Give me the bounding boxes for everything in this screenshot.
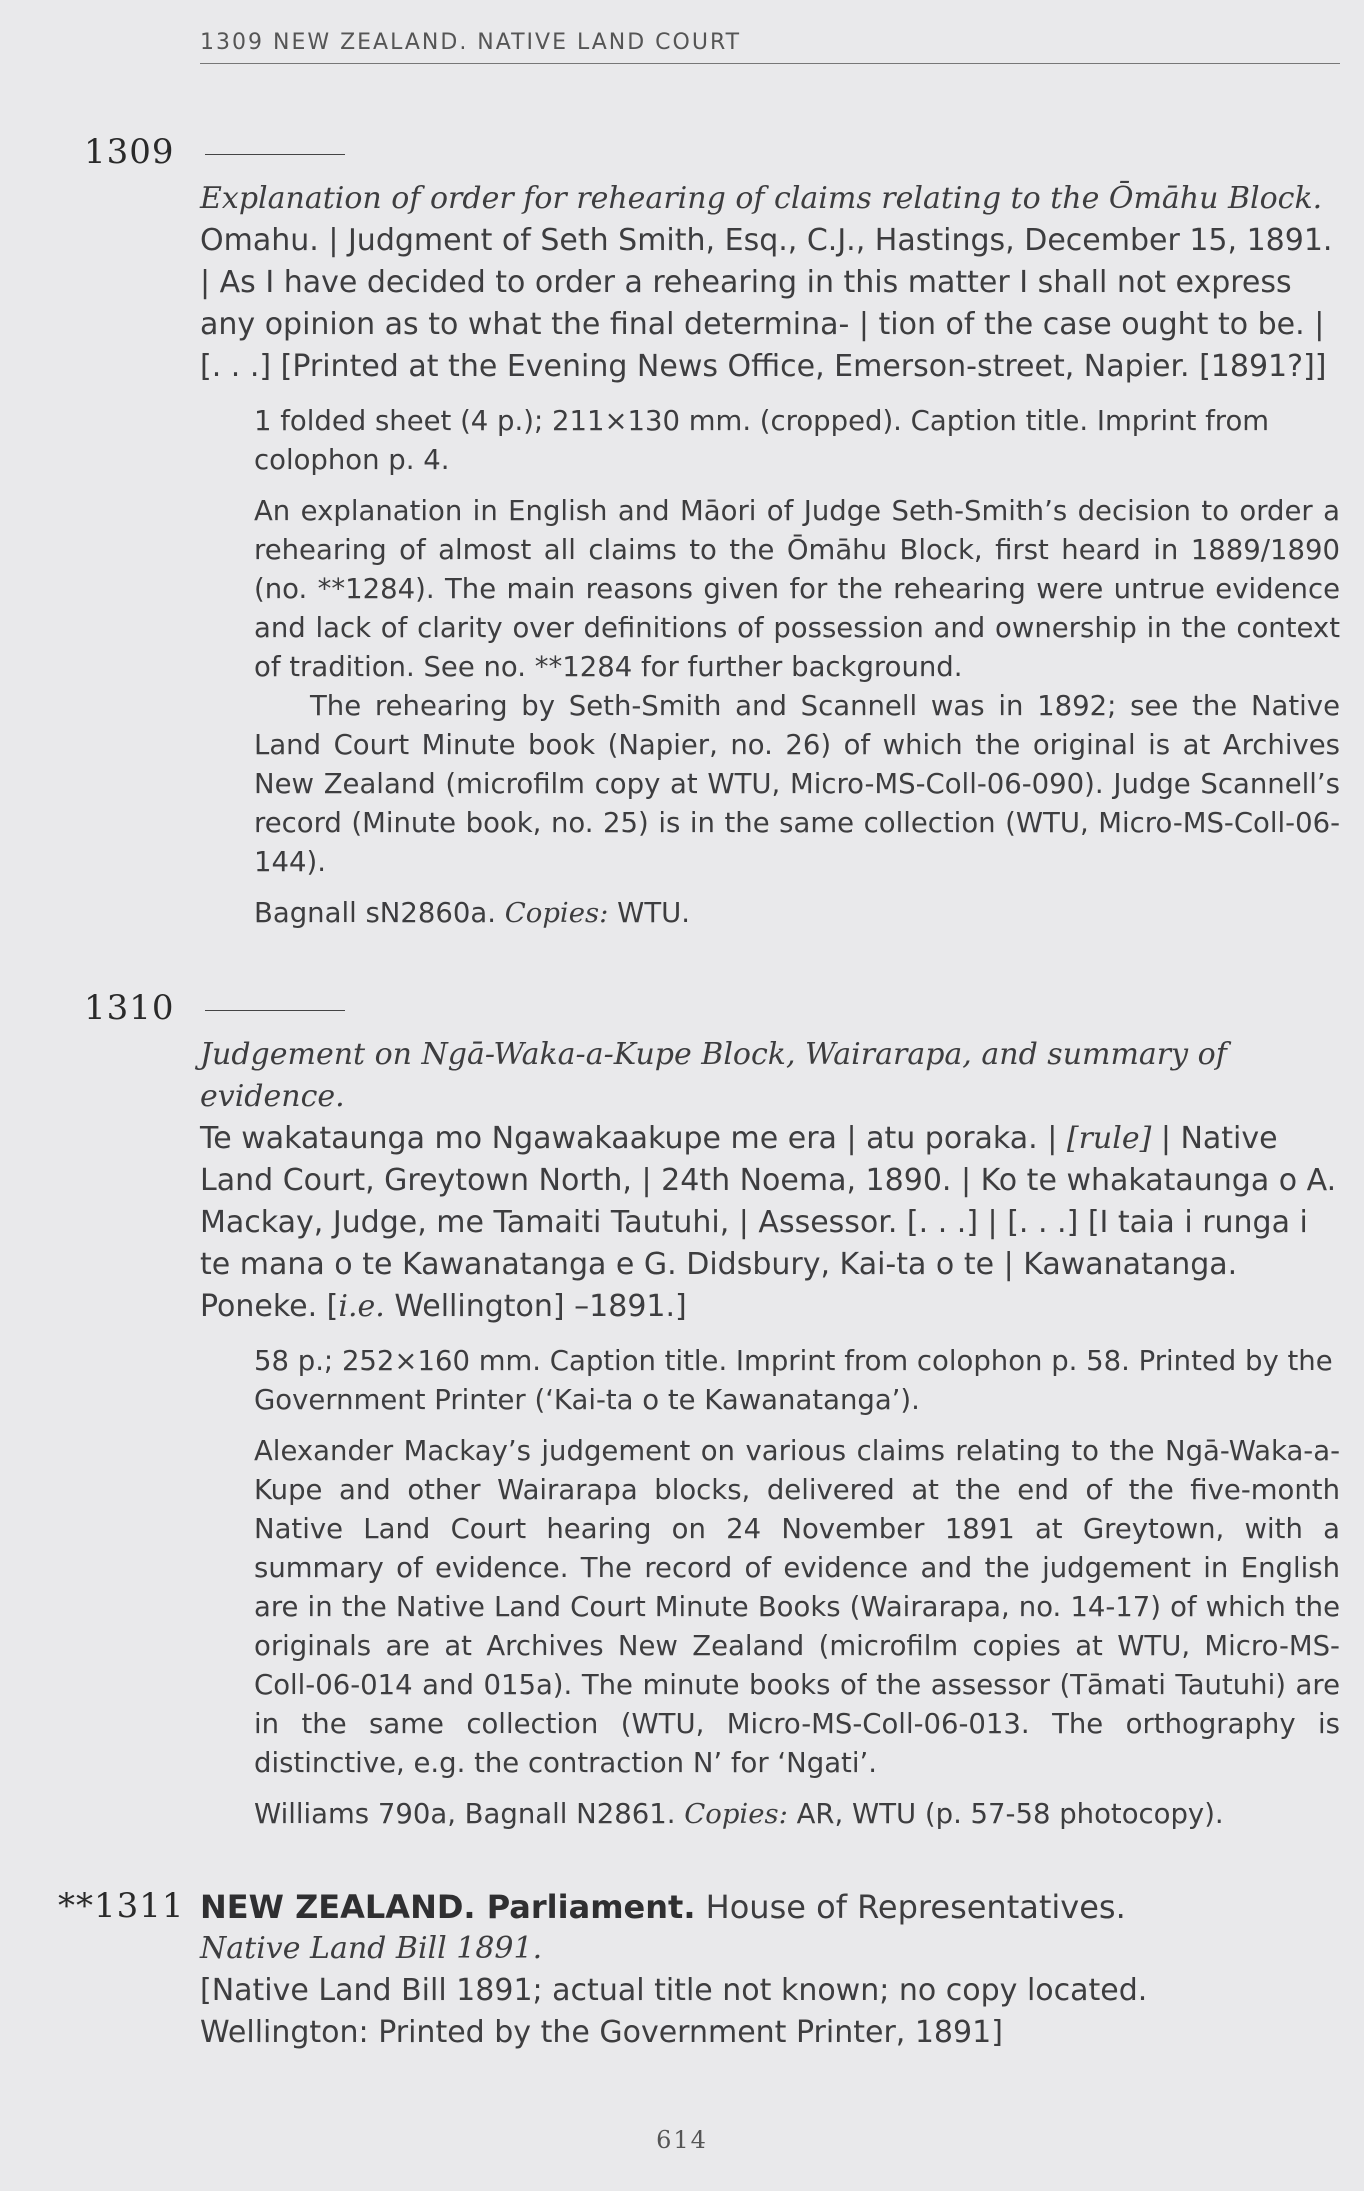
entry-notes — [254, 1342, 1340, 1834]
entry-title: Judgement on Ngā-Waka-a-Kupe Block, Wairarapa, and summary of evidence. — [200, 1037, 1227, 1114]
entry-transcription: Omahu. | Judgment of Seth Smith, Esq., C.J., Hastings, December 15, 1891. | As I have decided to order a rehearing in this matter I shall not express any opinion as to what the final determina- | tion of the case ought to be. | [. . .] [Printed at the Evening News Office, Emerson-street, Napier. [1891?]] — [200, 223, 1333, 384]
entry-rule — [205, 1010, 345, 1011]
copies-label: Copies: — [504, 897, 609, 929]
entry-description — [200, 1034, 1340, 1328]
transcription-part: Wellington] –1891.] — [384, 1289, 687, 1324]
entry-number: **1311 — [58, 1886, 185, 1926]
collation: 58 p.; 252×160 mm. Caption title. Imprint from colophon p. 58. Printed by the Government Printer (‘Kai-ta o te Kawanatanga’). — [254, 1345, 1333, 1416]
bibliographic-refs: Williams 790a, Bagnall N2861. — [254, 1798, 676, 1830]
transcription-part: | Native Land Court, Greytown North, | 24th Noema, 1890. | Ko te whakataunga o A. Mackay, Judge, me Tamaiti Tautuhi, | Assessor. [. . .] | [. . .] [I taia i runga i te mana o te Kawanatanga e G. Didsbury, Kai-ta o te | Kawanatanga. Poneke. [ — [200, 1121, 1337, 1324]
entry-transcription-line: [Native Land Bill 1891; actual title not known; no copy located. — [200, 1973, 1148, 2008]
collation: 1 folded sheet (4 p.); 211×130 mm. (cropped). Caption title. Imprint from colophon p. 4. — [254, 405, 1270, 476]
heading-rest: House of Representatives. — [695, 1888, 1126, 1926]
note-paragraph: An explanation in English and Māori of Judge Seth-Smith’s decision to order a rehearing of almost all claims to the Ōmāhu Block, first heard in 1889/1890 (no. **1284). The main reasons given for the rehearing were untrue evidence and lack of clarity over definitions of possession and ownership in the context of tradition. See no. **1284 for further background. — [254, 495, 1340, 683]
note-paragraph: Alexander Mackay’s judgement on various claims relating to the Ngā-Waka-a-Kupe and other Wairarapa blocks, delivered at the end of the five-month Native Land Court hearing on 24 November 1891 at Greytown, with a summary of evidence. The record of evidence and the judgement in English are in the Native Land Court Minute Books (Wairarapa, no. 14-17) of which the originals are at Archives New Zealand (microfilm copies at WTU, Micro-MS-Coll-06-014 and 015a). The minute books of the assessor (Tāmati Tautuhi) are in the same collection (WTU, Micro-MS-Coll-06-013. The orthography is distinctive, e.g. the contraction N’ for ‘Ngati’. — [254, 1435, 1340, 1779]
transcription-part: Te wakataunga mo Ngawakaakupe me era | atu poraka. | — [200, 1121, 1067, 1156]
entry-title: Native Land Bill 1891. — [200, 1931, 543, 1966]
entry-heading — [200, 1886, 1340, 1928]
heading-bold: NEW ZEALAND. Parliament. — [200, 1888, 696, 1926]
references — [254, 894, 1340, 933]
entry-notes — [254, 402, 1340, 933]
entry-rule — [205, 154, 345, 155]
entry-number: 1309 — [84, 132, 175, 172]
page-number: 614 — [656, 2126, 708, 2154]
bibliographic-refs: Bagnall sN2860a. — [254, 897, 496, 929]
entry-number: 1310 — [84, 988, 175, 1028]
note-paragraph: The rehearing by Seth-Smith and Scannell was in 1892; see the Native Land Court Minute book (Napier, no. 26) of which the original is at Archives New Zealand (microfilm copy at WTU, Micro-MS-Coll-06-090). Judge Scannell’s record (Minute book, no. 25) is in the same collection (WTU, Micro-MS-Coll-06-144). — [254, 690, 1340, 878]
copies-label: Copies: — [684, 1798, 788, 1830]
ie-marker: i.e. — [338, 1289, 385, 1324]
entry-description — [200, 1886, 1340, 2054]
entry-transcription — [200, 1118, 1340, 1328]
entry-imprint-line: Wellington: Printed by the Government Printer, 1891] — [200, 2015, 1003, 2050]
entry-title: Explanation of order for rehearing of claims relating to the Ōmāhu Block. — [200, 181, 1323, 216]
references — [254, 1795, 1340, 1834]
entry-description — [200, 178, 1340, 388]
copies-locations: AR, WTU (p. 57-58 photocopy). — [796, 1798, 1224, 1830]
copies-locations: WTU. — [617, 897, 690, 929]
running-head: 1309 NEW ZEALAND. NATIVE LAND COURT — [200, 30, 1340, 64]
rule-marker: [rule] — [1066, 1121, 1152, 1156]
